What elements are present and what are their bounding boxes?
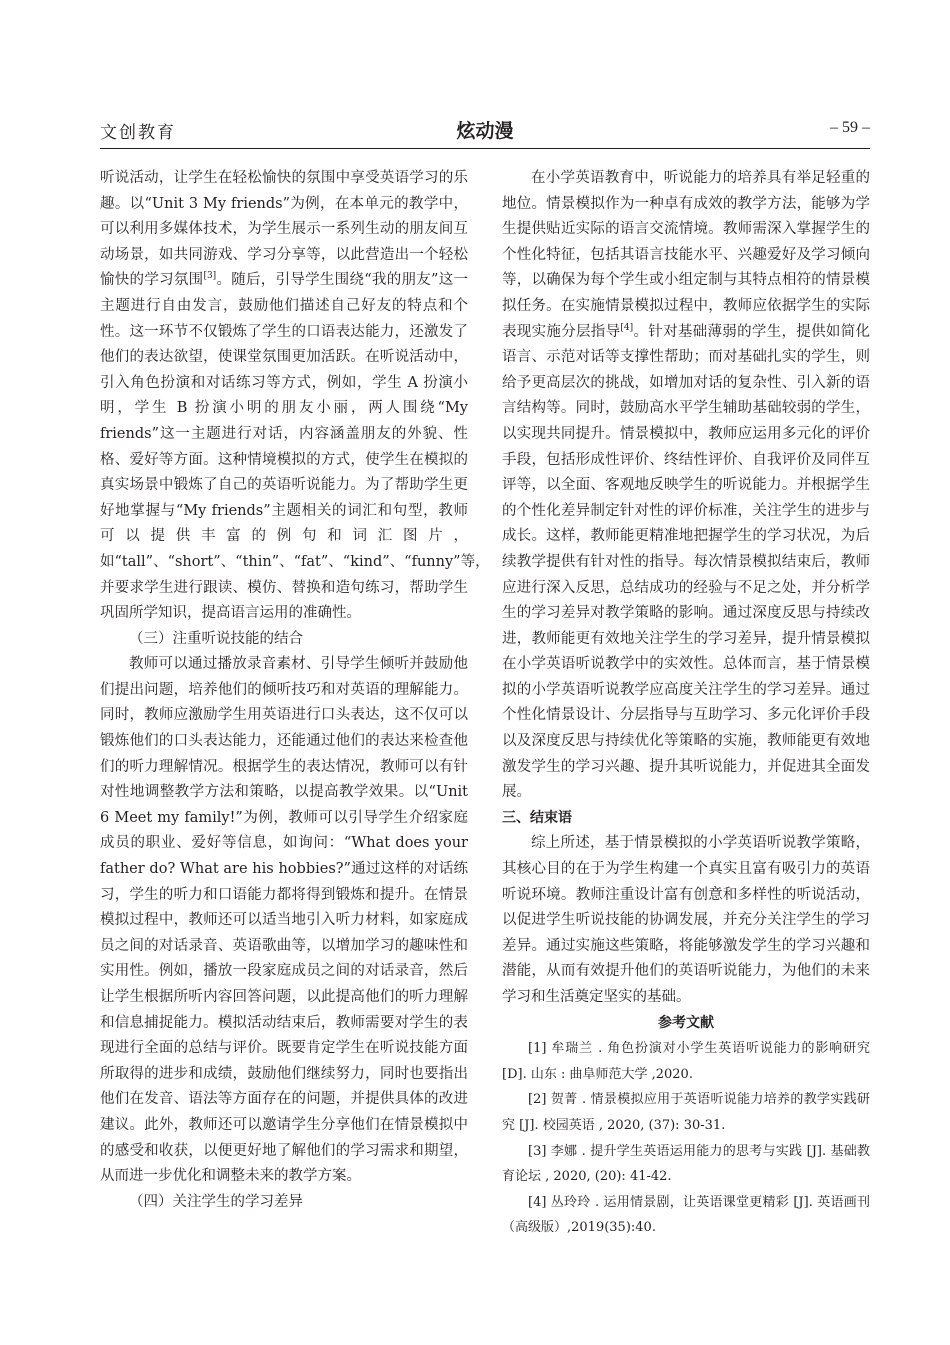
- section-heading-3: （三）注重听说技能的结合: [129, 630, 303, 647]
- left-column: [100, 166, 490, 1215]
- conclusion-heading: 三、结束语: [502, 809, 572, 826]
- page-header: [100, 116, 870, 144]
- reference-item: [2] 贺菁 . 情景模拟应用于英语听说能力培养的教学实践研究 [J]. 校园英语 , 2020, (37): 30-31.: [502, 1092, 870, 1133]
- reference-item: [1] 牟瑞兰 . 角色扮演对小学生英语听说能力的影响研究 [D]. 山东 : 曲阜师范大学 ,2020.: [502, 1041, 870, 1082]
- right-paragraph-1: 在小学英语教育中，听说能力的培养具有举足轻重的地位。情景模拟作为一种卓有成效的教学方法，能够为学生提供贴近实际的语言交流情境。教师需深入掌握学生的个性化特征，包括其语言技能水平、兴趣爱好及学习倾向等，以确保为每个学生或小组定制与其特点相符的情景模拟任务。在实施情景模拟过程中，教师应依据学生的实际表现实施分层指导[4]。针对基础薄弱的学生，提供如简化语言、示范对话等支撑性帮助；而对基础扎实的学生，则给予更高层次的挑战，如增加对话的复杂性、引入新的语言结构等。同时，鼓励高水平学生辅助基础较弱的学生，以实现共同提升。情景模拟中，教师应运用多元化的评价手段，包括形成性评价、终结性评价、自我评价及同伴互评等，以全面、客观地反映学生的听说能力。并根据学生的个性化差异制定针对性的评价标准，关注学生的进步与成长。这样，教师能更精准地把握学生的学习状况，为后续教学提供有针对性的指导。每次情景模拟结束后，教师应进行深入反思，总结成功的经验与不足之处，并分析学生的学习差异对教学策略的影响。通过深度反思与持续改进，教师能更有效地关注学生的学习差异，提升情景模拟在小学英语听说教学中的实效性。总体而言，基于情景模拟的小学英语听说教学应高度关注学生的学习差异。通过个性化情景设计、分层指导与互助学习、多元化评价手段以及深度反思与持续优化等策略的实施，教师能更有效地激发学生的学习兴趣、提升其听说能力，并促进其全面发展。: [502, 170, 871, 801]
- section-heading-4: （四）关注学生的学习差异: [129, 1193, 303, 1210]
- citation-4: [4]: [620, 322, 634, 333]
- page-number: – 59 –: [830, 119, 870, 136]
- reference-item: [3] 李娜 . 提升学生英语运用能力的思考与实践 [J]. 基础教育论坛 , 2020, (20): 41-42.: [502, 1143, 870, 1185]
- conclusion-paragraph: 综上所述，基于情景模拟的小学英语听说教学策略，其核心目的在于为学生构建一个真实且富有吸引力的英语听说环境。教师注重设计富有创意和多样性的听说活动，以促进学生听说技能的协调发展，并充分关注学生的学习差异。通过实施这些策略，将能够激发学生的学习兴趣和潜能，从而有效提升他们的英语听说能力，为他们的未来学习和生活奠定坚实的基础。: [502, 835, 870, 1005]
- right-column: [502, 166, 870, 1241]
- reference-item: [4] 丛玲玲 . 运用情景剧，让英语课堂更精彩 [J]. 英语画刊（高级版）,2019(35):40.: [502, 1194, 870, 1236]
- left-paragraph-1: 听说活动，让学生在轻松愉快的氛围中享受英语学习的乐趣。以“Unit 3 My friends”为例，在本单元的教学中，可以利用多媒体技术，为学生展示一系列生动的朋友间互动场景，如共同游戏、学习分享等，以此营造出一个轻松愉快的学习氛围[3]。随后，引导学生围绕“我的朋友”这一主题进行自由发言，鼓励他们描述自己好友的特点和个性。这一环节不仅锻炼了学生的口语表达能力，还激发了他们的表达欲望，使课堂氛围更加活跃。在听说活动中，引入角色扮演和对话练习等方式，例如，学生 A 扮演小明，学生 B 扮演小明的朋友小丽，两人围绕“My friends”这一主题进行对话，内容涵盖朋友的外貌、性格、爱好等方面。这种情境模拟的方式，使学生在模拟的真实场景中锻炼了自己的英语听说能力。为了帮助学生更好地掌握与“My friends”主题相关的词汇和句型，教师可以提供丰富的例句和词汇图片，如“tall”、“short”、“thin”、“fat”、“kind”、“funny”等，并要求学生进行跟读、模仿、替换和造句练习，帮助学生巩固所学知识，提高语言运用的准确性。: [100, 170, 490, 622]
- header-rule: [100, 148, 870, 149]
- references-heading: 参考文献: [658, 1014, 714, 1031]
- left-paragraph-2: 教师可以通过播放录音素材、引导学生倾听并鼓励他们提出问题，培养他们的倾听技巧和对英语的理解能力。同时，教师应激励学生用英语进行口头表达，这不仅可以锻炼他们的口头表达能力，还能通过他们的表达来检查他们的听力理解情况。根据学生的表达情况，教师可以有针对性地调整教学方法和策略，以提高教学效果。以“Unit 6 Meet my family!”为例，教师可以引导学生介绍家庭成员的职业、爱好等信息，如询问：“What does your father do? What are his hobbies?”通过这样的对话练习，学生的听力和口语能力都将得到锻炼和提升。在情景模拟过程中，教师还可以适当地引入听力材料，如家庭成员之间的对话录音、英语歌曲等，以增加学习的趣味性和实用性。例如，播放一段家庭成员之间的对话录音，然后让学生根据所听内容回答问题，以此提高他们的听力理解和信息捕捉能力。模拟活动结束后，教师需要对学生的表现进行全面的总结与评价。既要肯定学生在听说技能方面所取得的进步和成绩，鼓励他们继续努力，同时也要指出他们在发音、语法等方面存在的问题，并提供具体的改进建议。此外，教师还可以邀请学生分享他们在情景模拟中的感受和收获，以便更好地了解他们的学习需求和期望，从而进一步优化和调整未来的教学方案。: [100, 656, 468, 1185]
- journal-name: 文创教育: [100, 123, 176, 143]
- citation-3: [3]: [203, 271, 217, 282]
- magazine-title: 炫动漫: [456, 120, 514, 142]
